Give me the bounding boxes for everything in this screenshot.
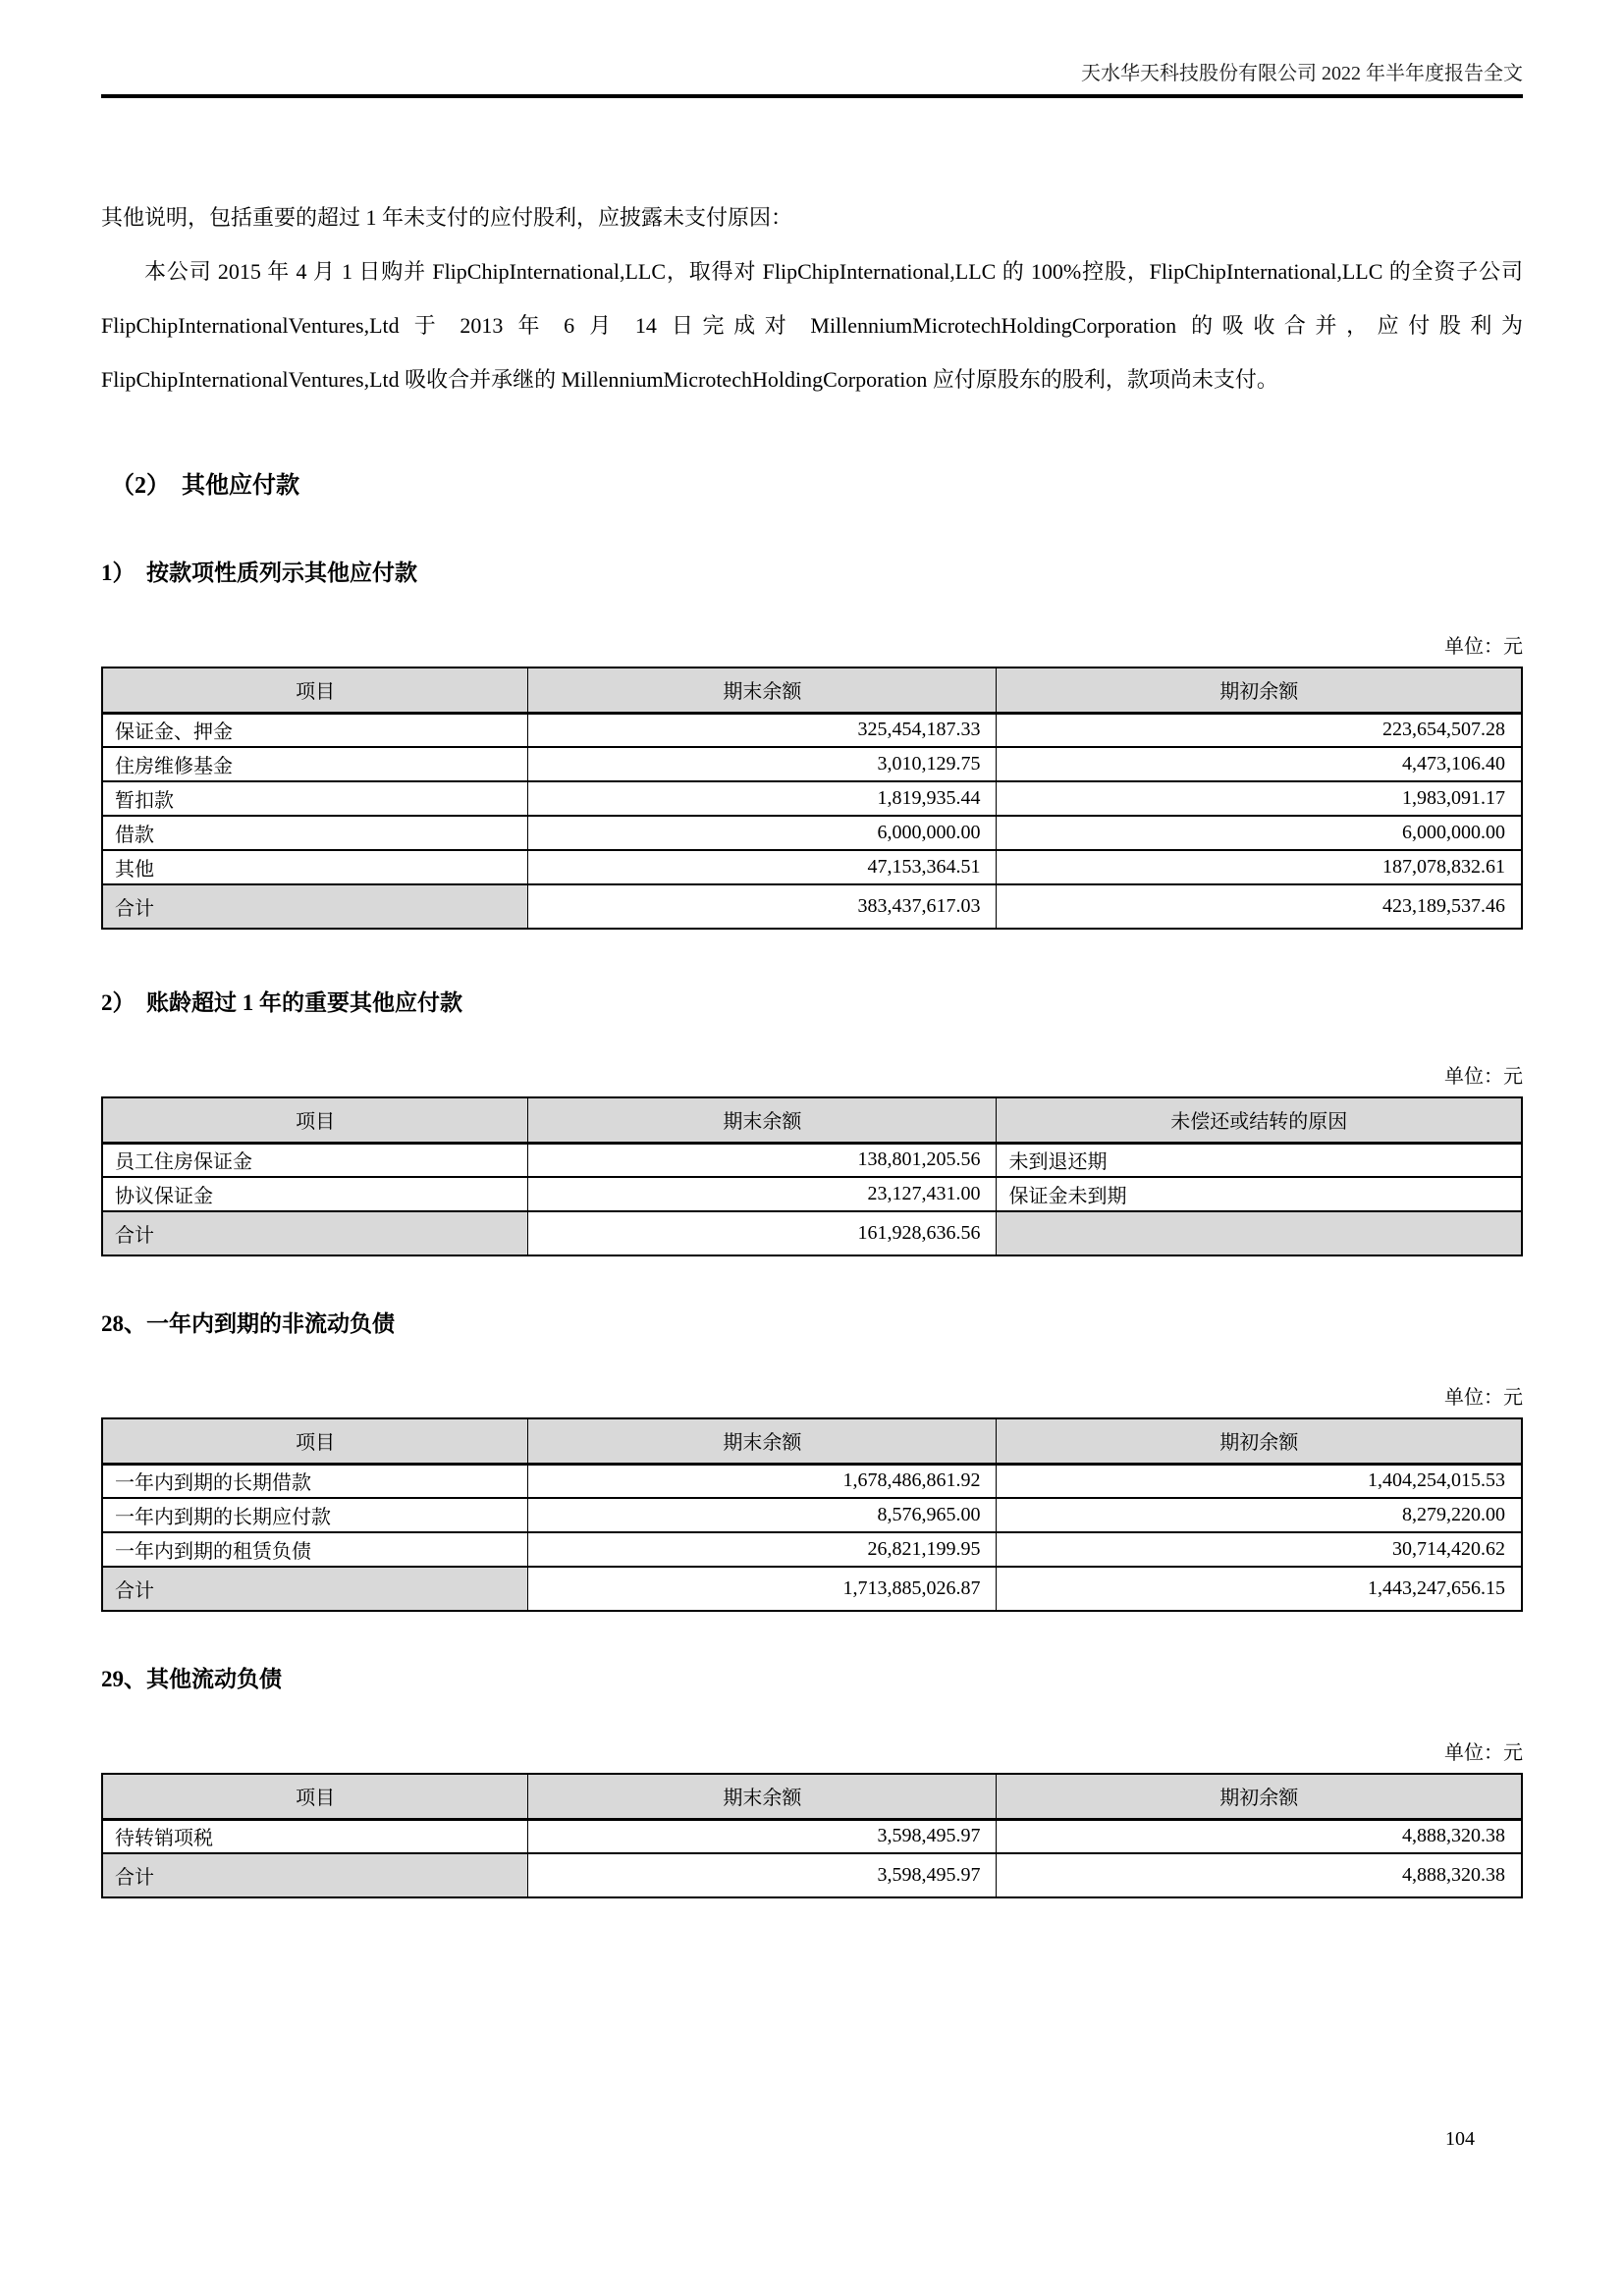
table-row (102, 747, 1522, 781)
noncurrent-due-1y-table (101, 1417, 1523, 1612)
total-beginning-balance-cell: 423,189,537.46 (997, 884, 1522, 929)
column-header-ending-balance: 期末余额 (528, 1774, 997, 1819)
total-label-cell: 合计 (102, 1853, 528, 1897)
table-row (102, 1819, 1522, 1853)
column-header-beginning-balance: 期初余额 (997, 1418, 1522, 1464)
total-ending-balance-cell: 3,598,495.97 (528, 1853, 997, 1897)
column-header-beginning-balance: 期初余额 (997, 1774, 1522, 1819)
table-row (102, 1498, 1522, 1532)
item-cell: 一年内到期的长期借款 (102, 1464, 528, 1498)
page-number: 104 (1445, 2128, 1475, 2150)
total-reason-cell (997, 1211, 1522, 1255)
item-cell: 保证金、押金 (102, 713, 528, 747)
total-beginning-balance-cell: 1,443,247,656.15 (997, 1567, 1522, 1611)
total-ending-balance-cell: 161,928,636.56 (528, 1211, 997, 1255)
table-row (102, 1532, 1522, 1567)
ending-balance-cell: 138,801,205.56 (528, 1143, 997, 1177)
total-ending-balance-cell: 1,713,885,026.87 (528, 1567, 997, 1611)
heading-noncurrent-due-1y: 28、一年内到期的非流动负债 (101, 1311, 395, 1336)
column-header-item: 项目 (102, 1418, 528, 1464)
total-label-cell: 合计 (102, 884, 528, 929)
other-payables-by-nature-table (101, 667, 1523, 930)
column-header-ending-balance: 期末余额 (528, 667, 997, 713)
table-row (102, 713, 1522, 747)
ending-balance-cell: 23,127,431.00 (528, 1177, 997, 1211)
beginning-balance-cell: 8,279,220.00 (997, 1498, 1522, 1532)
ending-balance-cell: 1,819,935.44 (528, 781, 997, 816)
intro-body-paragraph: 本公司 2015 年 4 月 1 日购并 FlipChipInternational,LLC，取得对 FlipChipInternational,LLC 的 100%控股，FlipChipInternational,LLC 的全资子公司 FlipChipInternationalVentures,Ltd 于 2013 年 6 月 14 日完成对 MillenniumMicrotechHoldingCorporation 的吸收合并，应付股利为 FlipChipInternationalVentures,Ltd 吸收合并承继的 MillenniumMicrotechHoldingCorporation 应付原股东的股利，款项尚未支付。 (101, 259, 1523, 392)
ending-balance-cell: 26,821,199.95 (528, 1532, 997, 1567)
column-header-item: 项目 (102, 1774, 528, 1819)
heading-by-nature: 1） 按款项性质列示其他应付款 (101, 561, 417, 585)
item-cell: 协议保证金 (102, 1177, 528, 1211)
ending-balance-cell: 8,576,965.00 (528, 1498, 997, 1532)
column-header-beginning-balance: 期初余额 (997, 667, 1522, 713)
item-cell: 一年内到期的长期应付款 (102, 1498, 528, 1532)
other-current-liabilities-table (101, 1773, 1523, 1898)
ending-balance-cell: 1,678,486,861.92 (528, 1464, 997, 1498)
ending-balance-cell: 6,000,000.00 (528, 816, 997, 850)
beginning-balance-cell: 30,714,420.62 (997, 1532, 1522, 1567)
table-row (102, 1464, 1522, 1498)
item-cell: 暂扣款 (102, 781, 528, 816)
beginning-balance-cell: 4,888,320.38 (997, 1819, 1522, 1853)
table-total-row (102, 1853, 1522, 1897)
beginning-balance-cell: 6,000,000.00 (997, 816, 1522, 850)
document-header (101, 0, 1523, 86)
reason-cell: 未到退还期 (997, 1143, 1522, 1177)
unit-label: 单位：元 (1444, 636, 1523, 658)
column-header-item: 项目 (102, 1097, 528, 1143)
total-label-cell: 合计 (102, 1211, 528, 1255)
table-total-row (102, 884, 1522, 929)
table-header-row (102, 1418, 1522, 1464)
beginning-balance-cell: 187,078,832.61 (997, 850, 1522, 884)
item-cell: 待转销项税 (102, 1819, 528, 1853)
intro-lead-paragraph: 其他说明，包括重要的超过 1 年未支付的应付股利，应披露未支付原因： (101, 205, 793, 230)
total-beginning-balance-cell: 4,888,320.38 (997, 1853, 1522, 1897)
ending-balance-cell: 47,153,364.51 (528, 850, 997, 884)
total-ending-balance-cell: 383,437,617.03 (528, 884, 997, 929)
heading-aging-over-1y: 2） 账龄超过 1 年的重要其他应付款 (101, 990, 462, 1015)
column-header-ending-balance: 期末余额 (528, 1097, 997, 1143)
column-header-item: 项目 (102, 667, 528, 713)
item-cell: 一年内到期的租赁负债 (102, 1532, 528, 1567)
column-header-ending-balance: 期末余额 (528, 1418, 997, 1464)
document-title: 天水华天科技股份有限公司 2022 年半年度报告全文 (1081, 63, 1523, 84)
item-cell: 其他 (102, 850, 528, 884)
aging-over-1y-table (101, 1096, 1523, 1256)
table-total-row (102, 1211, 1522, 1255)
heading-other-current-liabilities: 29、其他流动负债 (101, 1667, 282, 1691)
beginning-balance-cell: 1,404,254,015.53 (997, 1464, 1522, 1498)
table-row (102, 781, 1522, 816)
table-header-row (102, 667, 1522, 713)
unit-label: 单位：元 (1444, 1387, 1523, 1409)
unit-label: 单位：元 (1444, 1066, 1523, 1088)
total-label-cell: 合计 (102, 1567, 528, 1611)
table-header-row (102, 1097, 1522, 1143)
table-total-row (102, 1567, 1522, 1611)
ending-balance-cell: 3,598,495.97 (528, 1819, 997, 1853)
table-row (102, 1177, 1522, 1211)
item-cell: 住房维修基金 (102, 747, 528, 781)
table-row (102, 850, 1522, 884)
unit-label: 单位：元 (1444, 1742, 1523, 1764)
table-row (102, 816, 1522, 850)
heading-other-payables: （2） 其他应付款 (111, 473, 299, 499)
beginning-balance-cell: 4,473,106.40 (997, 747, 1522, 781)
reason-cell: 保证金未到期 (997, 1177, 1522, 1211)
ending-balance-cell: 325,454,187.33 (528, 713, 997, 747)
table-row (102, 1143, 1522, 1177)
table-header-row (102, 1774, 1522, 1819)
beginning-balance-cell: 1,983,091.17 (997, 781, 1522, 816)
column-header-reason: 未偿还或结转的原因 (997, 1097, 1522, 1143)
item-cell: 员工住房保证金 (102, 1143, 528, 1177)
beginning-balance-cell: 223,654,507.28 (997, 713, 1522, 747)
header-rule (101, 94, 1523, 98)
ending-balance-cell: 3,010,129.75 (528, 747, 997, 781)
item-cell: 借款 (102, 816, 528, 850)
